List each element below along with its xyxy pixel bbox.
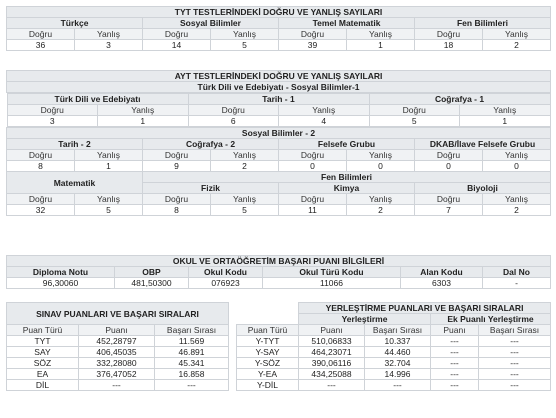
yer-cell: 14.996 <box>365 369 431 380</box>
yer-cell: --- <box>365 380 431 391</box>
yer-cell: 10.337 <box>365 336 431 347</box>
okul-table <box>6 255 551 289</box>
ayt-dogru-label: Doğru <box>7 194 75 205</box>
ayt-value: 6 <box>188 116 279 127</box>
tyt-yanlis-label: Yanlış <box>211 29 279 40</box>
ayt-subject-tarih2: Tarih - 2 <box>7 139 143 150</box>
sinav-title: SINAV PUANLARI VE BAŞARI SIRALARI <box>7 303 229 325</box>
ayt-value: 0 <box>415 161 483 172</box>
ayt-dogru-label: Doğru <box>279 150 347 161</box>
yerlestirme-group-main: Yerleştirme <box>299 314 431 325</box>
yer-cell: --- <box>431 358 479 369</box>
yer-cell: 434,25088 <box>299 369 365 380</box>
okul-value: 6303 <box>401 278 483 289</box>
ayt-subject-kimya: Kimya <box>279 183 415 194</box>
ayt-value: 2 <box>211 161 279 172</box>
sinav-cell: SÖZ <box>7 358 79 369</box>
sinav-cell: 406,45035 <box>79 347 155 358</box>
sinav-cell: 46.891 <box>155 347 229 358</box>
ayt-dogru-label: Doğru <box>7 105 98 116</box>
tyt-value: 5 <box>211 40 279 51</box>
sinav-header-basari: Başarı Sırası <box>155 325 229 336</box>
ayt-subject-biyoloji: Biyoloji <box>415 183 551 194</box>
yer-cell: --- <box>431 347 479 358</box>
ayt-yanlis-label: Yanlış <box>98 105 189 116</box>
ayt-value: 0 <box>347 161 415 172</box>
sinav-cell: EA <box>7 369 79 380</box>
yer-header-basari: Başarı Sırası <box>365 325 431 336</box>
yer-header-puan-turu: Puan Türü <box>237 325 299 336</box>
ayt-value: 2 <box>347 205 415 216</box>
yer-cell: --- <box>431 369 479 380</box>
ayt-yanlis-label: Yanlış <box>211 150 279 161</box>
ayt-subject-dkab: DKAB/İlave Felsefe Grubu <box>415 139 551 150</box>
ayt-subject-fizik: Fizik <box>143 183 279 194</box>
ayt-value: 5 <box>211 205 279 216</box>
okul-value: - <box>483 278 551 289</box>
ayt-value: 5 <box>75 205 143 216</box>
tyt-value: 39 <box>279 40 347 51</box>
yer-cell: Y-DİL <box>237 380 299 391</box>
yer-cell: 32.704 <box>365 358 431 369</box>
ayt-value: 4 <box>279 116 370 127</box>
ayt-yanlis-label: Yanlış <box>279 105 370 116</box>
okul-header-okul-turu: Okul Türü Kodu <box>263 267 401 278</box>
ayt-dogru-label: Doğru <box>143 150 211 161</box>
yer-cell: Y-SAY <box>237 347 299 358</box>
ayt-r1-table <box>7 93 551 127</box>
okul-header-okul-kodu: Okul Kodu <box>189 267 263 278</box>
ayt-yanlis-label: Yanlış <box>347 194 415 205</box>
ayt-value: 3 <box>7 116 98 127</box>
ayt-value: 9 <box>143 161 211 172</box>
tyt-subject-turkce: Türkçe <box>7 18 143 29</box>
sinav-cell: --- <box>155 380 229 391</box>
ayt-yanlis-label: Yanlış <box>483 194 551 205</box>
yer-cell: 464,23071 <box>299 347 365 358</box>
ayt-value: 1 <box>98 116 189 127</box>
ayt-yanlis-label: Yanlış <box>75 150 143 161</box>
yer-cell: --- <box>479 369 551 380</box>
ayt-fen-title: Fen Bilimleri <box>143 172 551 183</box>
sinav-header-puani: Puanı <box>79 325 155 336</box>
yer-cell: --- <box>479 336 551 347</box>
yer-cell: --- <box>299 380 365 391</box>
tyt-yanlis-label: Yanlış <box>75 29 143 40</box>
ayt-value: 5 <box>369 116 460 127</box>
yer-cell: Y-TYT <box>237 336 299 347</box>
ayt-value: 1 <box>75 161 143 172</box>
tyt-value: 3 <box>75 40 143 51</box>
tyt-value: 36 <box>7 40 75 51</box>
ayt-subject-cografya2: Coğrafya - 2 <box>143 139 279 150</box>
yer-header-puani: Puanı <box>299 325 365 336</box>
yer-cell: 44.460 <box>365 347 431 358</box>
ayt-table <box>6 70 551 216</box>
ayt-dogru-label: Doğru <box>415 194 483 205</box>
sinav-table <box>6 302 229 391</box>
ayt-title: AYT TESTLERİNDEKİ DOĞRU VE YANLIŞ SAYILARI <box>7 71 551 82</box>
okul-title: OKUL VE ORTAÖĞRETİM BAŞARI PUANI BİLGİLERİ <box>7 256 551 267</box>
ayt-value: 32 <box>7 205 75 216</box>
ayt-subject-cografya1: Coğrafya - 1 <box>369 94 550 105</box>
sinav-cell: --- <box>79 380 155 391</box>
sinav-cell: 332,28080 <box>79 358 155 369</box>
tyt-value: 2 <box>483 40 551 51</box>
yer-header-ek-basari: Başarı Sırası <box>479 325 551 336</box>
ayt-value: 7 <box>415 205 483 216</box>
sinav-cell: 11.569 <box>155 336 229 347</box>
tyt-yanlis-label: Yanlış <box>347 29 415 40</box>
sinav-cell: TYT <box>7 336 79 347</box>
yer-cell: 390,06116 <box>299 358 365 369</box>
yerlestirme-group-ek: Ek Puanlı Yerleştirme <box>431 314 551 325</box>
ayt-yanlis-label: Yanlış <box>460 105 551 116</box>
tyt-dogru-label: Doğru <box>7 29 75 40</box>
okul-value: 11066 <box>263 278 401 289</box>
okul-value: 481,50300 <box>115 278 189 289</box>
sinav-header-puan-turu: Puan Türü <box>7 325 79 336</box>
ayt-value: 8 <box>143 205 211 216</box>
tyt-title: TYT TESTLERİNDEKİ DOĞRU VE YANLIŞ SAYILARI <box>7 7 551 18</box>
ayt-yanlis-label: Yanlış <box>211 194 279 205</box>
yer-header-ek-puani: Puanı <box>431 325 479 336</box>
ayt-yanlis-label: Yanlış <box>75 194 143 205</box>
tyt-yanlis-label: Yanlış <box>483 29 551 40</box>
ayt-sub2-title: Sosyal Bilimler - 2 <box>7 128 551 139</box>
tyt-subject-sosyal: Sosyal Bilimler <box>143 18 279 29</box>
ayt-subject-matematik: Matematik <box>7 172 143 194</box>
yer-cell: --- <box>431 336 479 347</box>
okul-value: 96,30060 <box>7 278 115 289</box>
ayt-value: 2 <box>483 205 551 216</box>
ayt-yanlis-label: Yanlış <box>483 150 551 161</box>
yer-cell: --- <box>431 380 479 391</box>
sinav-cell: DİL <box>7 380 79 391</box>
ayt-value: 0 <box>279 161 347 172</box>
ayt-subject-tarih1: Tarih - 1 <box>188 94 369 105</box>
tyt-subject-matematik: Temel Matematik <box>279 18 415 29</box>
ayt-dogru-label: Doğru <box>7 150 75 161</box>
sinav-cell: 376,47052 <box>79 369 155 380</box>
sinav-cell: 16.858 <box>155 369 229 380</box>
yerlestirme-title: YERLEŞTİRME PUANLARI VE BAŞARI SIRALARI <box>299 303 551 314</box>
ayt-dogru-label: Doğru <box>369 105 460 116</box>
sinav-cell: 45.341 <box>155 358 229 369</box>
ayt-dogru-label: Doğru <box>143 194 211 205</box>
tyt-dogru-label: Doğru <box>143 29 211 40</box>
tyt-subject-fen: Fen Bilimleri <box>415 18 551 29</box>
sinav-cell: SAY <box>7 347 79 358</box>
tyt-value: 18 <box>415 40 483 51</box>
tyt-dogru-label: Doğru <box>415 29 483 40</box>
ayt-value: 0 <box>483 161 551 172</box>
tyt-value: 1 <box>347 40 415 51</box>
ayt-value: 1 <box>460 116 551 127</box>
sinav-cell: 452,28797 <box>79 336 155 347</box>
tyt-table <box>6 6 551 51</box>
okul-header-alan-kodu: Alan Kodu <box>401 267 483 278</box>
yer-cell: 510,06833 <box>299 336 365 347</box>
yer-cell: --- <box>479 347 551 358</box>
okul-header-obp: OBP <box>115 267 189 278</box>
yer-cell: --- <box>479 358 551 369</box>
tyt-value: 14 <box>143 40 211 51</box>
ayt-dogru-label: Doğru <box>188 105 279 116</box>
ayt-value: 8 <box>7 161 75 172</box>
tyt-dogru-label: Doğru <box>279 29 347 40</box>
yer-cell: Y-SÖZ <box>237 358 299 369</box>
yerlestirme-table <box>236 302 551 391</box>
yer-cell: Y-EA <box>237 369 299 380</box>
ayt-value: 11 <box>279 205 347 216</box>
okul-value: 076923 <box>189 278 263 289</box>
ayt-subject-felsefe: Felsefe Grubu <box>279 139 415 150</box>
okul-header-diploma: Diploma Notu <box>7 267 115 278</box>
ayt-dogru-label: Doğru <box>279 194 347 205</box>
ayt-sub1-title: Türk Dili ve Edebiyatı - Sosyal Bilimler-1 <box>7 82 551 93</box>
okul-header-dal-no: Dal No <box>483 267 551 278</box>
ayt-subject-edebiyat: Türk Dili ve Edebiyatı <box>7 94 188 105</box>
yer-cell: --- <box>479 380 551 391</box>
ayt-dogru-label: Doğru <box>415 150 483 161</box>
ayt-yanlis-label: Yanlış <box>347 150 415 161</box>
